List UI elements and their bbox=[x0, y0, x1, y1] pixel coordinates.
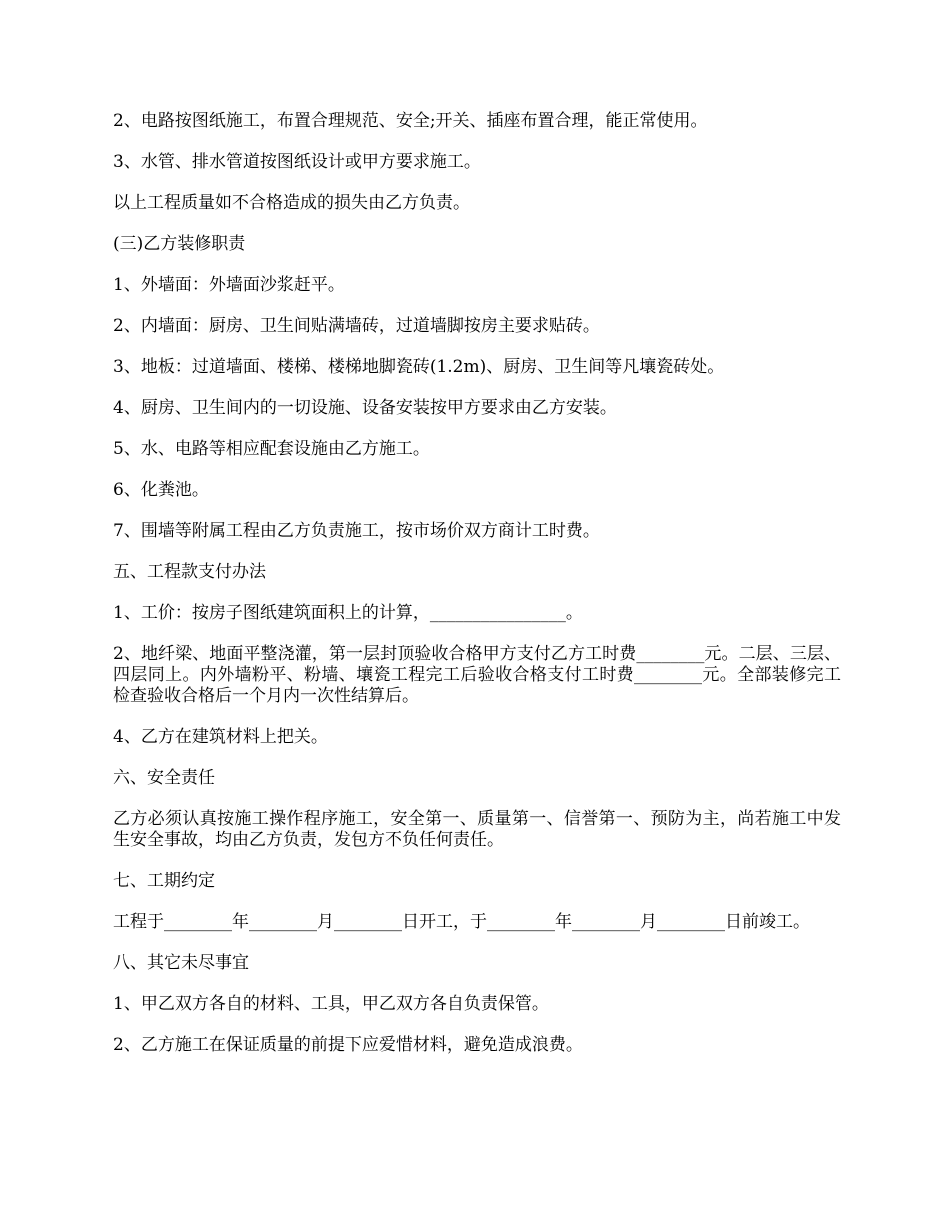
paragraph-safety: 乙方必须认真按施工操作程序施工，安全第一、质量第一、信誉第一、预防为主，尚若施工中发生安全事故，均由乙方负责，发包方不负任何责任。 bbox=[113, 809, 841, 850]
paragraph-floor: 3、地板：过道墙面、楼梯、楼梯地脚瓷砖(1.2m)、厨房、卫生间等凡壤瓷砖处。 bbox=[113, 357, 725, 377]
paragraph-schedule: 工程于________年________月________日开工，于________年________月________日前竣工。 bbox=[113, 912, 810, 932]
paragraph-fence: 7、围墙等附属工程由乙方负责施工，按市场价双方商计工时费。 bbox=[113, 521, 600, 541]
paragraph-interior-wall: 2、内墙面：厨房、卫生间贴满墙砖，过道墙脚按房主要求贴砖。 bbox=[113, 316, 600, 336]
heading-schedule: 七、工期约定 bbox=[113, 871, 215, 891]
document-body bbox=[113, 111, 841, 1076]
paragraph-plumbing: 3、水管、排水管道按图纸设计或甲方要求施工。 bbox=[113, 152, 481, 172]
paragraph-materials: 4、乙方在建筑材料上把关。 bbox=[113, 727, 328, 747]
paragraph-waste: 2、乙方施工在保证质量的前提下应爱惜材料，避免造成浪费。 bbox=[113, 1035, 583, 1055]
heading-decoration-duties: (三)乙方装修职责 bbox=[113, 234, 246, 254]
paragraph-payment-schedule: 2、地纤梁、地面平整浇灌，第一层封顶验收合格甲方支付乙方工时费________元。二层、三层、四层同上。内外墙粉平、粉墙、壤瓷工程完工后验收合格支付工时费________元。全部装修完工检查验收合格后一个月内一次性结算后。 bbox=[113, 644, 841, 706]
heading-safety: 六、安全责任 bbox=[113, 768, 215, 788]
heading-payment: 五、工程款支付办法 bbox=[113, 562, 266, 582]
paragraph-utilities: 5、水、电路等相应配套设施由乙方施工。 bbox=[113, 439, 430, 459]
paragraph-tools: 1、甲乙双方各自的材料、工具，甲乙双方各自负责保管。 bbox=[113, 994, 549, 1014]
paragraph-kitchen-bath: 4、厨房、卫生间内的一切设施、设备安装按甲方要求由乙方安装。 bbox=[113, 398, 617, 418]
paragraph-electrical: 2、电路按图纸施工，布置合理规范、安全;开关、插座布置合理，能正常使用。 bbox=[113, 111, 708, 131]
paragraph-quality-liability: 以上工程质量如不合格造成的损失由乙方负责。 bbox=[113, 193, 470, 213]
paragraph-septic: 6、化粪池。 bbox=[113, 480, 209, 500]
paragraph-exterior-wall: 1、外墙面：外墙面沙浆赶平。 bbox=[113, 275, 345, 295]
paragraph-price: 1、工价：按房子图纸建筑面积上的计算，________________。 bbox=[113, 603, 583, 623]
heading-other-matters: 八、其它未尽事宜 bbox=[113, 953, 249, 973]
